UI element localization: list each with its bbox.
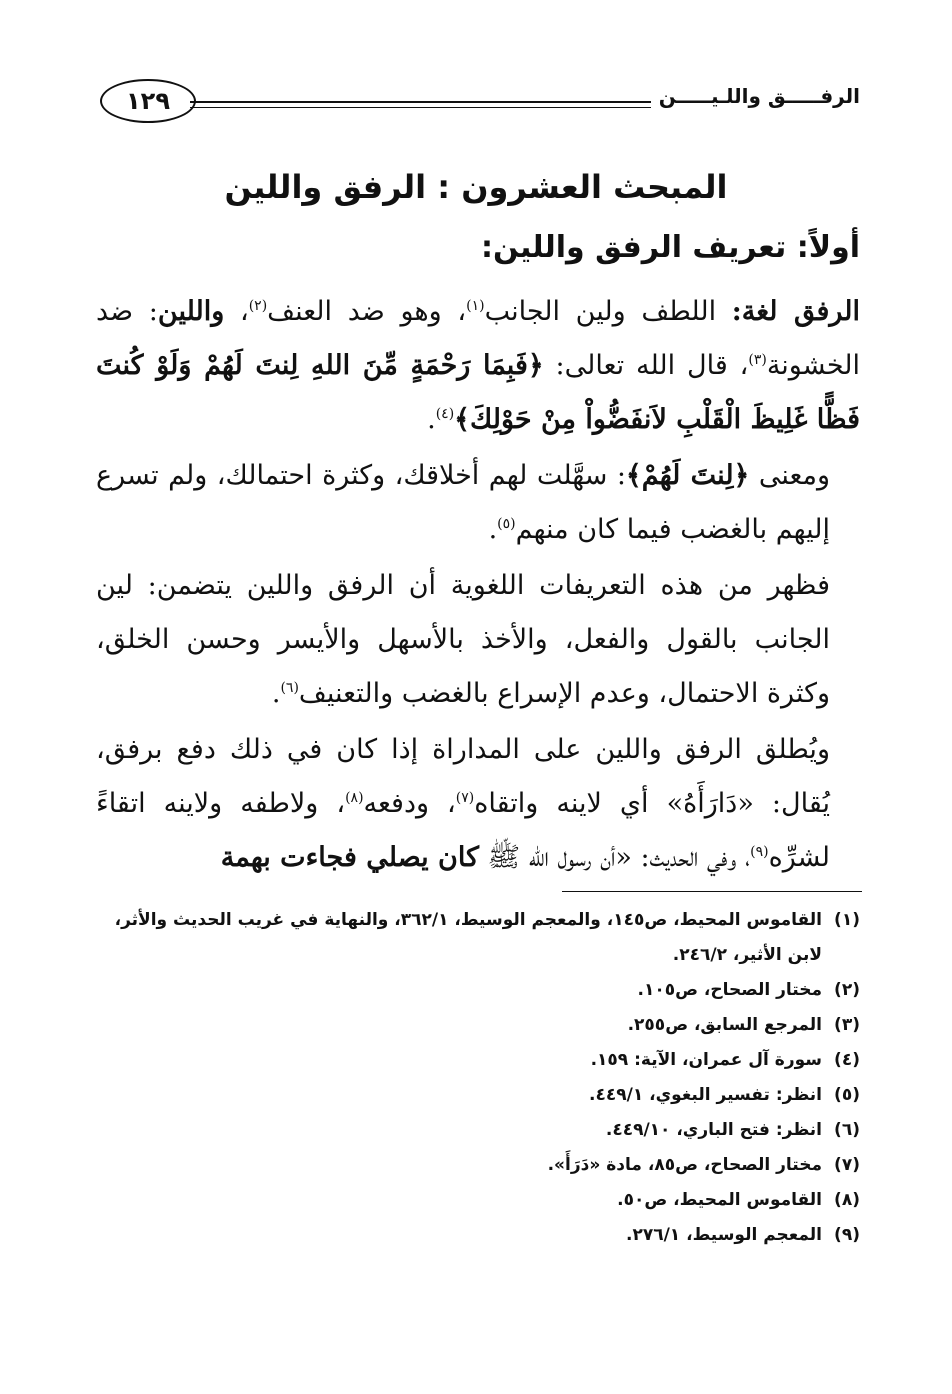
text-run: ،: [224, 296, 249, 327]
text-run: ، ودفعه: [363, 788, 456, 819]
footnote-text: المرجع السابق، ص٢٥٥.: [627, 1015, 822, 1035]
footnote: [92, 1043, 860, 1078]
text-run: اللطف ولين الجانب: [484, 296, 732, 327]
running-head: الرفـــــق واللـيـــــن: [651, 84, 860, 108]
footnote-ref: (٨): [345, 790, 364, 806]
footnote: [92, 1113, 860, 1148]
footnotes: [92, 903, 860, 1253]
text-run: : ضد الخشونة: [96, 296, 860, 381]
footnote-number: (٨): [834, 1190, 860, 1210]
paragraph-1: [96, 285, 860, 447]
footnote-ref: (٥): [497, 516, 516, 532]
footnote: [92, 973, 860, 1008]
text-run: فظهر من هذه التعريفات اللغوية أن الرفق واللين يتضمن: لين الجانب بالقول والفعل، والأخذ بالأسهل والأيسر وحسن الخلق، وكثرة الاحتمال، وعدم الإسراع بالغضب والتعنيف: [96, 570, 830, 709]
text-run: ، قال الله تعالى:: [543, 350, 749, 381]
footnote-ref: (٩): [750, 844, 769, 860]
footnote-text: المعجم الوسيط، ٢٧٦/١.: [626, 1225, 822, 1245]
footnote-number: (٧): [834, 1155, 860, 1175]
footnote: [92, 903, 860, 973]
footnote-number: (٤): [834, 1050, 860, 1070]
text-run: ، وفي الحديث: «أن رسول الله ﷺ: [478, 842, 751, 873]
text-run: ومعنى: [749, 460, 831, 491]
footnote: [92, 1218, 860, 1253]
text-run: ، وهو ضد العنف: [267, 296, 467, 327]
footnote-number: (١): [834, 910, 860, 930]
footnote: [92, 1183, 860, 1218]
footnote-text: انظر: تفسير البغوي، ٤٤٩/١.: [589, 1085, 822, 1105]
page-number-text: ١٢٩: [126, 87, 170, 115]
footnote: [92, 1148, 860, 1183]
footnote-text: القاموس المحيط، ص١٤٥، والمعجم الوسيط، ٣٦٢/١، والنهاية في غريب الحديث والأثر، لابن الأثير، ٢٤٦/٢.: [114, 910, 822, 965]
text-run: .: [427, 404, 436, 435]
quran-verse: ﴿فَبِمَا رَحْمَةٍ مِّنَ اللهِ لِنتَ لَهُمْ وَلَوْ كُنتَ فَظًّا غَلِيظَ الْقَلْبِ لاَنفَضُّواْ مِنْ حَوْلِكَ﴾: [96, 350, 860, 435]
footnote-number: (٥): [834, 1085, 860, 1105]
footnote-text: سورة آل عمران، الآية: ١٥٩.: [590, 1050, 822, 1070]
footnote-text: مختار الصحاح، ص٨٥، مادة «دَرَأَ».: [547, 1155, 822, 1175]
footnote-number: (٩): [834, 1225, 860, 1245]
quran-verse: ﴿لِنتَ لَهُمْ﴾: [625, 460, 750, 491]
paragraph-2: [96, 449, 860, 557]
footnote-text: انظر: فتح الباري، ٤٤٩/١٠.: [605, 1120, 822, 1140]
footnote-ref: (٧): [455, 790, 475, 806]
footnote-number: (٦): [834, 1120, 860, 1140]
page-number: [100, 79, 196, 123]
text-run: .: [271, 678, 281, 709]
paragraph-4: [96, 723, 860, 885]
section-title: أولاً: تعريف الرفق واللين:: [480, 230, 860, 265]
text-run: ، ولاطفه ولاينه اتقاءً لشرِّه: [96, 788, 830, 873]
footnote-ref: (٦): [280, 680, 299, 696]
footnote-separator: [562, 891, 862, 892]
footnote: [92, 1008, 860, 1043]
main-text: [96, 285, 860, 885]
text-run: ويُطلق الرفق واللين على المداراة إذا كان في ذلك دفع برفق، يُقال: «دَارَأَهُ» أي لاينه واتقاه: [96, 734, 830, 819]
paragraph-3: [96, 559, 860, 721]
footnote-ref: (٣): [748, 352, 767, 368]
text-run: : سهَّلت لهم أخلاقك، وكثرة احتمالك، ولم تسرع إليهم بالغضب فيما كان منهم: [96, 460, 830, 545]
footnote-ref: (٤): [435, 406, 455, 422]
chapter-title: المبحث العشرون : الرفق واللين: [224, 168, 728, 206]
footnote-text: القاموس المحيط، ص٥٠.: [617, 1190, 822, 1210]
footnote-number: (٣): [834, 1015, 860, 1035]
text-run: .: [488, 514, 498, 545]
term-label: الرفق لغة:: [731, 296, 861, 327]
footnote-text: مختار الصحاح، ص١٠٥.: [637, 980, 822, 1000]
footnote-number: (٢): [834, 980, 860, 1000]
footnote-ref: (٢): [248, 298, 268, 314]
bold-text: كان يصلي فجاءت بهمة: [220, 842, 479, 873]
footnote-ref: (١): [466, 298, 485, 314]
footnote: [92, 1078, 860, 1113]
term-label: واللين: [157, 296, 225, 327]
